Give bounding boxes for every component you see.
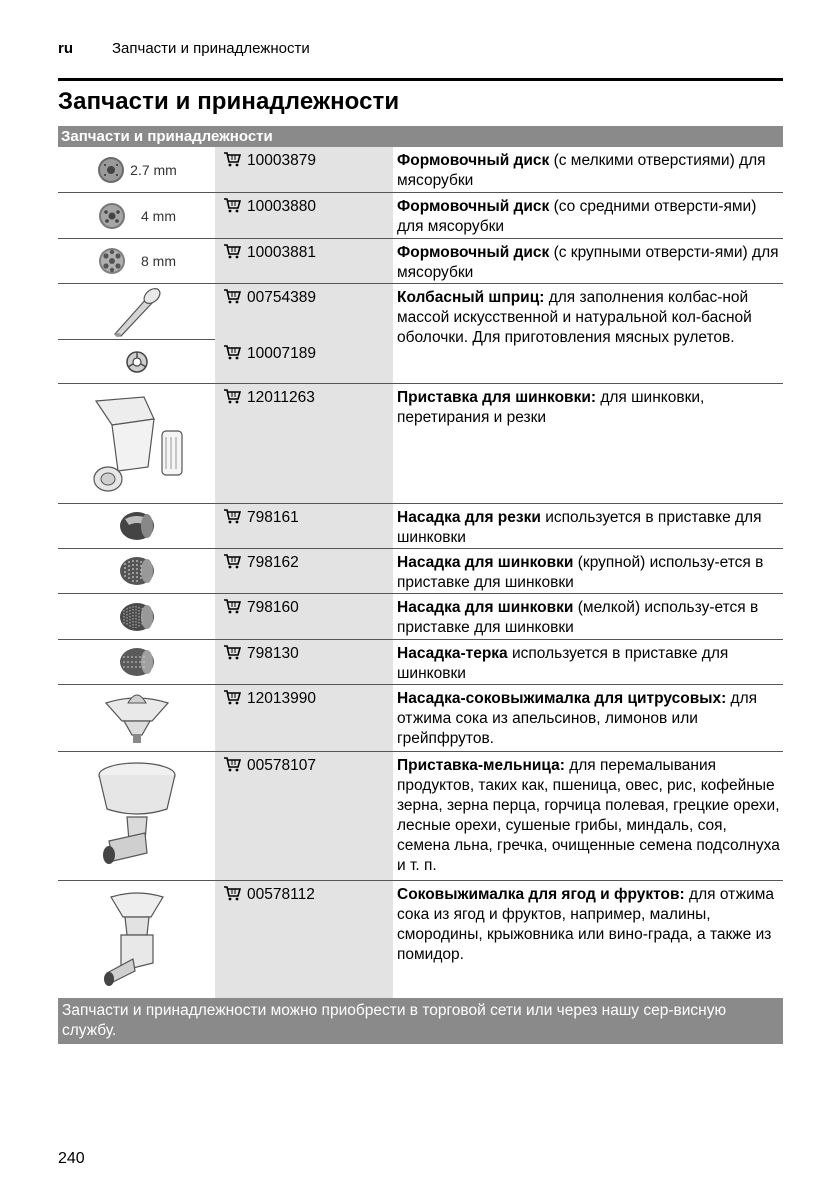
part-text: используется в приставке для шинковки xyxy=(397,645,729,682)
part-text: для заполнения колбас-ной массой искусственной и натуральной кол-басной оболочки. Для приготовления мясных рулетов. xyxy=(397,289,752,346)
part-text: (со средними отверсти-ями) для мясорубки xyxy=(397,198,757,235)
part-number: 12013990 xyxy=(247,690,316,707)
cart-icon xyxy=(223,756,241,772)
slicing-drum-image xyxy=(58,504,215,548)
part-number: 798160 xyxy=(247,599,299,616)
availability-note: Запчасти и принадлежности можно приобрести в торговой сети или через нашу сер-висную службу. xyxy=(58,998,783,1044)
part-name: Формовочный диск xyxy=(397,198,550,215)
part-description xyxy=(393,881,783,998)
disc-icon xyxy=(97,201,127,231)
part-number-cell xyxy=(215,147,393,192)
part-name: Насадка для резки xyxy=(397,509,541,526)
part-number: 00578107 xyxy=(247,757,316,774)
table-heading: Запчасти и принадлежности xyxy=(58,126,783,147)
part-number: 10003880 xyxy=(247,198,316,215)
table-row xyxy=(58,881,783,998)
page-number: 240 xyxy=(58,1150,85,1167)
part-text: (с мелкими отверстиями) для мясорубки xyxy=(397,152,766,189)
part-number-cell xyxy=(215,881,393,998)
part-description xyxy=(393,594,783,639)
part-number-cell xyxy=(215,640,393,684)
disc-medium-image xyxy=(58,193,215,238)
cart-icon xyxy=(223,598,241,614)
cart-icon xyxy=(223,885,241,901)
shredder-attachment-image xyxy=(58,384,215,503)
grain-mill-icon xyxy=(87,757,187,875)
part-name: Формовочный диск xyxy=(397,244,550,261)
part-description xyxy=(393,640,783,684)
disc-size-label: 8 mm xyxy=(141,253,176,269)
cart-icon xyxy=(223,644,241,660)
cart-icon xyxy=(223,151,241,167)
part-number: 10007189 xyxy=(247,345,316,362)
grain-mill-image xyxy=(58,752,215,880)
part-number-cell xyxy=(215,284,393,340)
part-name: Насадка для шинковки xyxy=(397,554,574,571)
part-number-cell xyxy=(215,239,393,283)
disc-coarse-image xyxy=(58,239,215,283)
table-row xyxy=(58,193,783,239)
table-row xyxy=(58,594,783,640)
disc-size-label: 2.7 mm xyxy=(130,161,177,178)
disc-fine-image xyxy=(58,147,215,192)
cart-icon xyxy=(223,243,241,259)
ring-icon xyxy=(125,350,149,374)
part-number: 00578112 xyxy=(247,886,315,903)
cart-icon xyxy=(223,197,241,213)
shredding-drum-icon xyxy=(117,600,157,634)
part-description xyxy=(393,384,783,503)
table-row xyxy=(58,685,783,752)
part-number-cell xyxy=(215,193,393,238)
disc-size-label: 4 mm xyxy=(141,207,176,224)
part-description xyxy=(393,685,783,751)
sausage-filler-image xyxy=(58,284,215,339)
citrus-press-image xyxy=(58,685,215,751)
cart-icon xyxy=(223,288,241,304)
part-number: 798161 xyxy=(247,509,299,526)
part-description xyxy=(393,193,783,238)
part-text: (мелкой) использу-ется в приставке для шинковки xyxy=(397,599,759,636)
part-number: 12011263 xyxy=(247,389,315,406)
part-number: 10003879 xyxy=(247,152,316,169)
table-row xyxy=(58,384,783,504)
part-description xyxy=(393,549,783,593)
part-description xyxy=(393,147,783,192)
berry-juicer-image xyxy=(58,881,215,998)
disc-icon xyxy=(97,246,127,276)
table-row xyxy=(58,752,783,881)
sausage-ring-image xyxy=(58,340,215,383)
part-name: Формовочный диск xyxy=(397,152,550,169)
part-name: Соковыжималка для ягод и фруктов: xyxy=(397,886,685,903)
part-text: используется в приставке для шинковки xyxy=(397,509,762,546)
part-number: 798130 xyxy=(247,645,299,662)
part-number-cell xyxy=(215,340,393,383)
part-number: 798162 xyxy=(247,554,299,571)
cart-icon xyxy=(223,508,241,524)
part-description xyxy=(393,239,783,283)
part-text: (крупной) использу-ется в приставке для шинковки xyxy=(397,554,764,591)
part-name: Приставка для шинковки: xyxy=(397,389,597,406)
part-number: 10003881 xyxy=(247,244,316,261)
part-name: Насадка для шинковки xyxy=(397,599,574,616)
part-name: Колбасный шприц: xyxy=(397,289,545,306)
table-row xyxy=(58,504,783,549)
part-number-cell xyxy=(215,594,393,639)
part-name: Насадка-терка xyxy=(397,645,508,662)
running-header xyxy=(58,40,310,57)
part-text: для отжима сока из апельсинов, лимонов или грейпфрутов. xyxy=(397,690,758,747)
part-number-cell xyxy=(215,384,393,503)
fine-shred-drum-image xyxy=(58,594,215,639)
part-number-cell xyxy=(215,685,393,751)
part-name: Насадка-соковыжималка для цитрусовых: xyxy=(397,690,727,707)
cart-icon xyxy=(223,553,241,569)
language-code: ru xyxy=(58,40,73,57)
part-description xyxy=(393,504,783,548)
cart-icon xyxy=(223,344,241,360)
part-number-cell xyxy=(215,549,393,593)
part-text: для перемалывания продуктов, таких как, пшеница, овес, рис, кофейные зерна, зерна перца, горчица полевая, грецкие орехи, лесные орехи, сушеные грибы, миндаль, соя, семена льна, гречка, очищенные семена подсолнуха и т. п. xyxy=(397,757,780,874)
header-rule xyxy=(58,78,783,81)
table-row xyxy=(58,549,783,594)
grater-drum-image xyxy=(58,640,215,684)
table-row xyxy=(58,284,783,384)
grater-drum-icon xyxy=(117,645,157,679)
part-text: для отжима сока из ягод и фруктов, например, малины, смородины, крыжовника или вино-града, а также из помидор. xyxy=(397,886,775,963)
cart-icon xyxy=(223,689,241,705)
cart-icon xyxy=(223,388,241,404)
citrus-press-icon xyxy=(102,689,172,747)
shredder-icon xyxy=(82,389,192,499)
shredding-drum-icon xyxy=(117,554,157,588)
table-row xyxy=(58,239,783,284)
header-section: Запчасти и принадлежности xyxy=(112,40,310,57)
part-number-cell xyxy=(215,504,393,548)
part-name: Приставка-мельница: xyxy=(397,757,565,774)
accessories-table xyxy=(58,126,783,998)
berry-juicer-icon xyxy=(97,887,177,993)
coarse-shred-drum-image xyxy=(58,549,215,593)
part-number: 00754389 xyxy=(247,289,316,306)
part-description xyxy=(393,284,783,383)
sausage-horn-icon xyxy=(107,286,167,338)
table-row xyxy=(58,640,783,685)
page-title: Запчасти и принадлежности xyxy=(58,88,400,115)
disc-icon xyxy=(96,155,126,185)
part-text: для шинковки, перетирания и резки xyxy=(397,389,705,426)
part-text: (с крупными отверсти-ями) для мясорубки xyxy=(397,244,779,281)
part-number-cell xyxy=(215,752,393,880)
slicing-drum-icon xyxy=(117,509,157,543)
part-description xyxy=(393,752,783,880)
table-row xyxy=(58,147,783,193)
